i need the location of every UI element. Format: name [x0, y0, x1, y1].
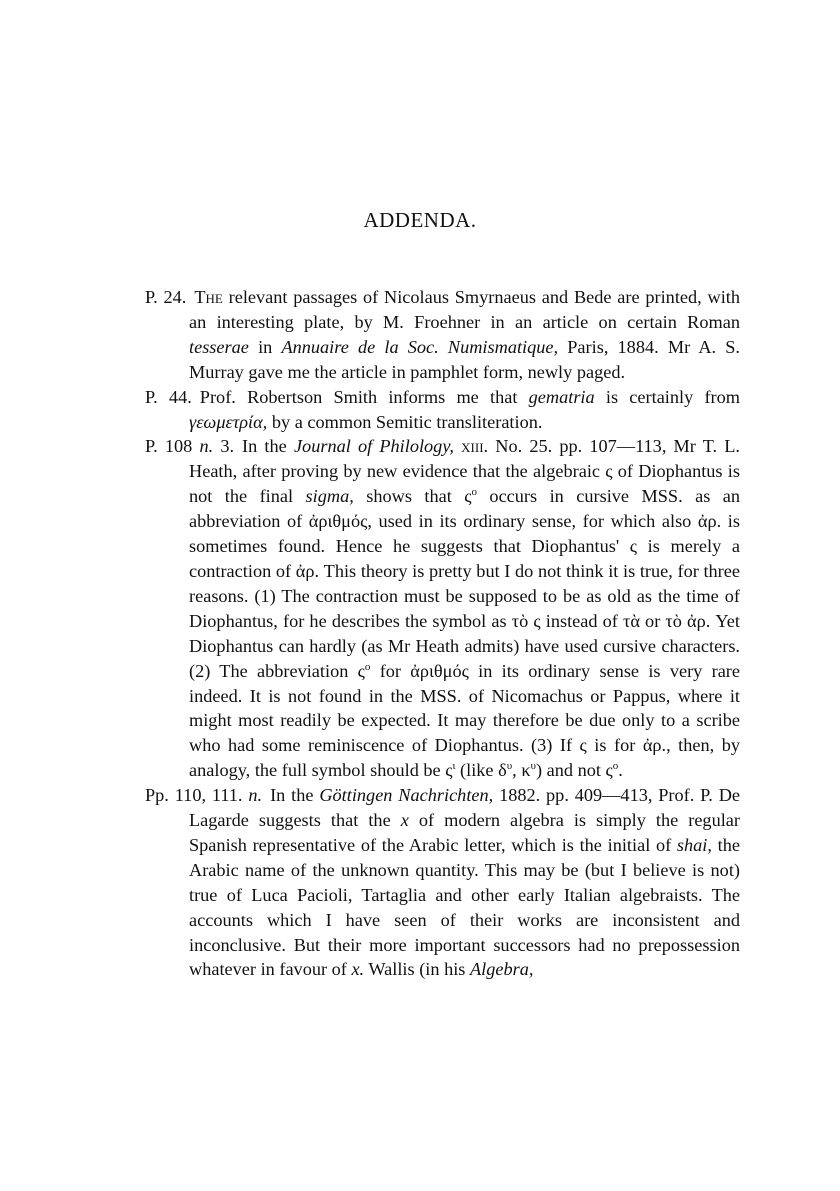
addendum-entry — [145, 783, 740, 982]
body-text: (like δ — [455, 760, 507, 781]
body-text: the Arabic name of the unknown quantity. This may be (but I believe is not) true of Luca Pacioli, Tartaglia and other early Italian algebraists. The accounts which I have seen of their works are inconsistent and inconclusive. But their more important successors had no prepossession whatever in favour of — [189, 834, 740, 980]
italic-text: Annuaire de la Soc. Numismatique, — [281, 336, 559, 357]
italic-text: γεωμετρία, — [189, 411, 268, 432]
body-text: Prof. Robertson Smith informs me that — [199, 386, 529, 407]
superscript: ι — [452, 760, 456, 773]
page-reference-number: Pp. 110, 111. — [145, 785, 243, 806]
body-text: In the — [270, 785, 320, 806]
body-text: relevant passages of Nicolaus Smyrnaeus and Bede are printed, with an interesting plate, by M. Froehner in an article on certain Roman — [189, 287, 740, 332]
page-reference — [145, 387, 192, 407]
italic-text: x — [400, 810, 409, 831]
body-text: . — [618, 760, 623, 781]
small-caps-text: xiii. — [454, 436, 489, 457]
page-reference-note: n. — [192, 436, 214, 457]
addendum-entry — [145, 385, 740, 435]
body-text: 1882. pp. 409—413, Prof. P. De Lagarde suggests that the — [189, 785, 741, 831]
body-text: is certainly from — [594, 386, 741, 407]
italic-text: gematria — [528, 386, 595, 407]
body-text: , κ — [512, 760, 531, 781]
page-reference — [145, 436, 234, 456]
superscript: ο — [364, 660, 371, 673]
superscript: υ — [530, 760, 536, 773]
body-text: ) and not ς — [535, 760, 613, 781]
addendum-entry — [145, 434, 740, 783]
italic-text: Algebra, — [469, 959, 534, 980]
italic-text: Göttingen Nachrichten, — [319, 785, 494, 806]
addendum-entry — [145, 285, 740, 385]
body-text: by a common Semitic transliteration. — [267, 411, 543, 432]
page-reference-note: n. — [242, 785, 263, 806]
page-reference — [145, 287, 186, 307]
body-text: in — [248, 336, 282, 357]
italic-text: tesserae — [189, 336, 249, 357]
body-text: occurs in cursive MSS. as an abbreviation of ἀριθμός, used in its ordinary sense, for which also ἀρ. is sometimes found. Hence he suggests that Diophantus' ς is merely a contraction of ἀρ. This theory is pretty but I do not think it is true, for three reasons. (1) The contraction must be supposed to be as old as the time of Diophantus, for he describes the symbol as τὸ ς instead of τὰ or τὸ ἀρ. Yet Diophantus can hardly (as Mr Heath admits) have used cursive characters. (2) The abbreviation ς — [189, 486, 741, 681]
page-reference-number: P. 108 — [145, 436, 193, 457]
superscript: ο — [471, 486, 477, 499]
italic-text: Journal of Philology, — [293, 436, 454, 457]
body-text: shows that ς — [353, 486, 472, 507]
small-caps-text: The — [194, 287, 223, 307]
body-text: Wallis (in his — [364, 959, 470, 980]
italic-text: sigma, — [305, 486, 354, 507]
addenda-list — [145, 285, 740, 982]
body-text: In the — [242, 436, 294, 457]
body-text: Paris, 1884. Mr A. S. Murray gave me the article in pamphlet form, newly paged. — [189, 336, 740, 382]
body-text: for ἀριθμός in its ordinary sense is very rare indeed. It is not found in the MSS. of Nicomachus or Pappus, where it might most readily be expected. It may therefore be due only to a scribe who had some reminiscence of Diophantus. (3) If ς is for ἀρ., then, by analogy, the full symbol should be ς — [189, 660, 741, 781]
page-reference — [145, 785, 262, 805]
italic-text: shai, — [676, 834, 712, 855]
page-reference-number: P. 24. — [145, 287, 187, 307]
page-reference-note-number: 3. — [213, 436, 235, 457]
body-text: of modern algebra is simply the regular Spanish representative of the Arabic letter, which is the initial of — [189, 810, 740, 855]
italic-text: x. — [351, 959, 365, 980]
page-reference-number: P. 44. — [145, 386, 192, 407]
page-title: ADDENDA. — [363, 208, 477, 232]
superscript: ο — [612, 760, 619, 773]
body-text: No. 25. pp. 107—113, Mr T. L. Heath, after proving by new evidence that the algebraic ς of Diophantus is not the final — [189, 436, 740, 507]
superscript: υ — [506, 760, 513, 773]
